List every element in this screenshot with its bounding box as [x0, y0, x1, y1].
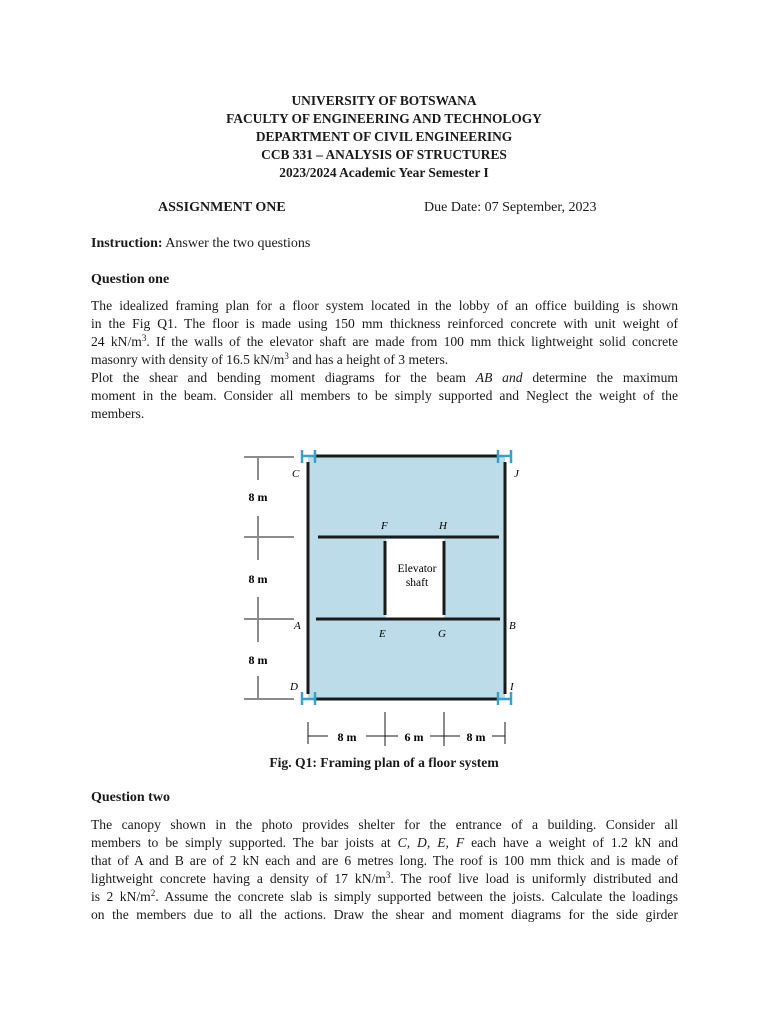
question-two-heading: Question two — [91, 790, 170, 805]
question-one-text — [91, 297, 678, 423]
instruction — [91, 236, 310, 252]
label-h: H — [439, 520, 447, 532]
label-j: J — [514, 468, 519, 480]
assignment-row — [158, 200, 618, 218]
q1-line: members. — [91, 406, 145, 421]
label-f: F — [381, 520, 388, 532]
document-header — [0, 92, 768, 182]
q1-line: masonry with density of 16.5 $kN/m^3$ and has a height of 3 meters. — [91, 351, 449, 367]
label-g: G — [438, 628, 446, 640]
label-e: E — [379, 628, 386, 640]
q2-line: is 2 $kN/m^2$. Assume the concrete slab is simply supported between the joists. Calculate the loadings — [91, 888, 679, 904]
q2-line: members to be simply supported. The bar joists at C, D, E, F each have a weight of 1.2 kN and — [91, 835, 678, 850]
horizontal-dim-2: 6 m — [404, 730, 424, 744]
university-name: UNIVERSITY OF BOTSWANA — [291, 93, 477, 108]
elevator-label: Elevator — [397, 563, 437, 575]
q1-line: 24 $kN/m^3$. If the walls of the elevator shaft are made from 100 mm thick lightweight solid concrete — [91, 333, 678, 349]
horizontal-dim-3: 8 m — [466, 730, 486, 744]
q2-line: that of A and B are of 2 kN each and are 6 metres long. The roof is 100 mm thick and is made of — [91, 853, 678, 868]
shaft-label: shaft — [405, 577, 429, 589]
label-i: I — [510, 681, 514, 693]
label-b: B — [509, 620, 516, 632]
course-title: CCB 331 – ANALYSIS OF STRUCTURES — [261, 147, 507, 162]
instruction-text: Answer the two questions — [162, 236, 311, 251]
vertical-dim-3: 8 m — [248, 653, 268, 667]
q2-line: The canopy shown in the photo provides shelter for the entrance of a building. Consider all — [91, 817, 678, 832]
vertical-dim-2: 8 m — [248, 572, 268, 586]
figure-caption: Fig. Q1: Framing plan of a floor system — [269, 755, 499, 770]
label-c: C — [292, 468, 300, 480]
q1-line: in the Fig Q1. The floor is made using 150 mm thickness reinforced concrete with unit weight of — [91, 316, 678, 331]
academic-year: 2023/2024 Academic Year Semester I — [279, 165, 489, 180]
due-date: Due Date: 07 September, 2023 — [424, 200, 597, 215]
instruction-label: Instruction: — [91, 236, 163, 251]
faculty-name: FACULTY OF ENGINEERING AND TECHNOLOGY — [226, 111, 542, 126]
assignment-title: ASSIGNMENT ONE — [158, 200, 286, 215]
q1-line: The idealized framing plan for a floor system located in the lobby of an office building is shown — [91, 298, 678, 313]
vertical-dim-1: 8 m — [248, 490, 268, 504]
horizontal-dim-1: 8 m — [337, 730, 357, 744]
q1-line: moment in the beam. Consider all members to be simply supported and Neglect the weight of the — [91, 388, 678, 403]
question-one-heading: Question one — [91, 272, 170, 287]
department-name: DEPARTMENT OF CIVIL ENGINEERING — [255, 129, 513, 144]
q2-line: lightweight concrete having a density of 17 $kN/m^3$. The roof live load is uniformly distributed and — [91, 870, 678, 886]
framing-plan-figure — [220, 444, 540, 754]
q2-line: on the members due to all the actions. Draw the shear and moment diagrams for the side girder — [91, 907, 678, 922]
label-a: A — [294, 620, 301, 632]
label-d: D — [290, 681, 298, 693]
q1-line: Plot the shear and bending moment diagrams for the beam AB and determine the maximum — [91, 370, 679, 385]
question-two-text — [91, 816, 678, 924]
